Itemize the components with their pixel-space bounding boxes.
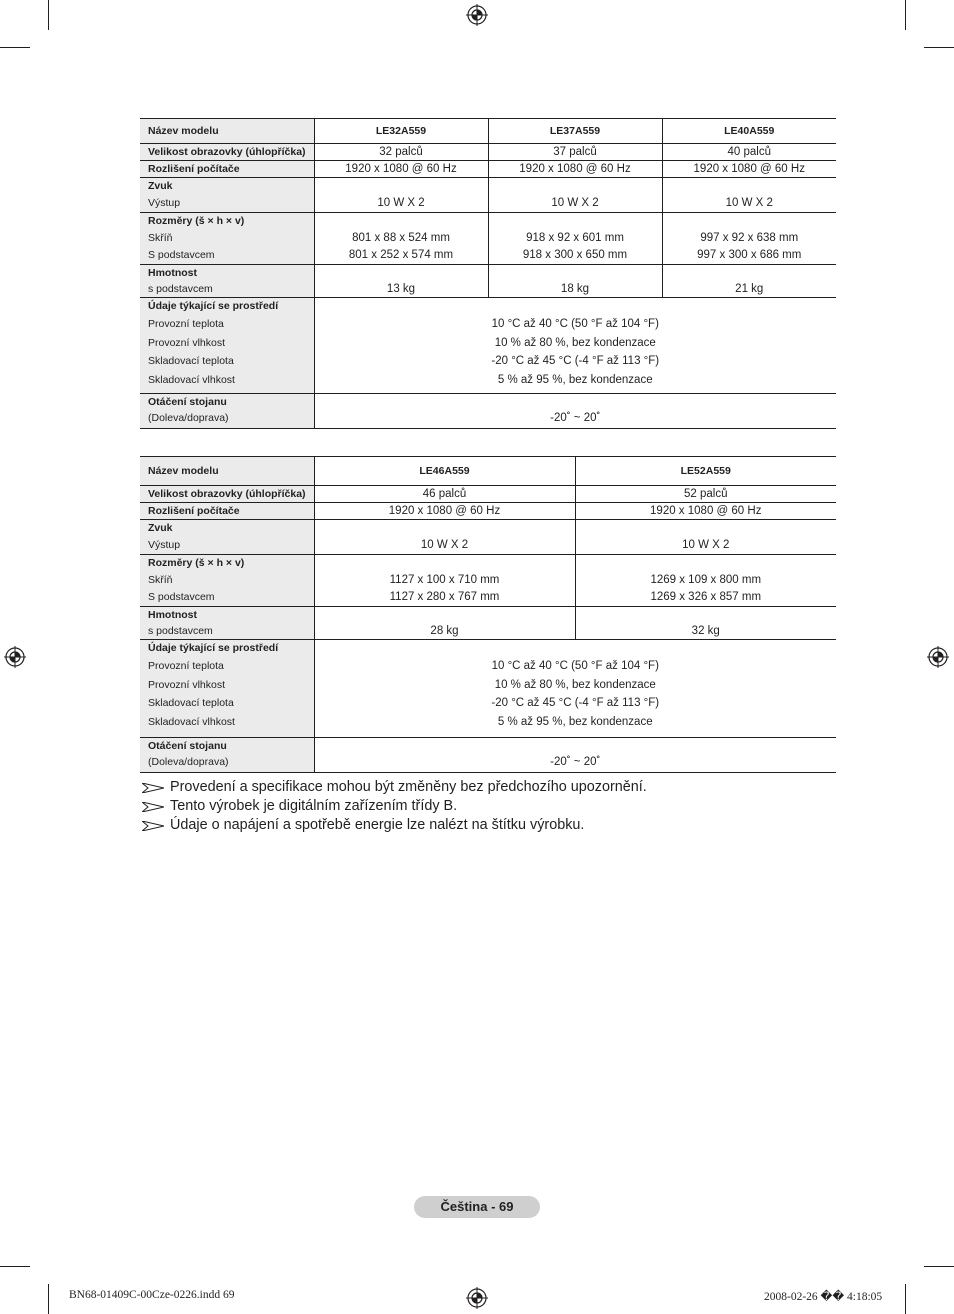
crop-mark bbox=[48, 0, 49, 30]
op-temp-label: Provozní teplota bbox=[148, 660, 224, 672]
crop-mark bbox=[905, 1284, 906, 1314]
notes-list bbox=[142, 778, 647, 835]
op-humidity-label: Provozní vlhkost bbox=[148, 679, 226, 691]
model-name: LE32A559 bbox=[314, 119, 488, 144]
table-row bbox=[140, 555, 836, 607]
list-item bbox=[142, 797, 647, 816]
screen-size-value: 37 palců bbox=[553, 146, 597, 158]
weight-value: 18 kg bbox=[560, 283, 590, 295]
output-label: Výstup bbox=[148, 197, 181, 209]
with-stand-value: 1127 x 280 x 767 mm bbox=[389, 591, 500, 603]
table-row bbox=[140, 178, 836, 213]
crop-mark bbox=[48, 1284, 49, 1314]
cabinet-value: 1127 x 100 x 710 mm bbox=[389, 574, 500, 586]
weight-value: 32 kg bbox=[691, 625, 720, 637]
storage-humidity-value: 5 % až 95 %, bez kondenzace bbox=[497, 716, 653, 728]
table-row bbox=[140, 486, 836, 503]
weight-value: 21 kg bbox=[735, 283, 764, 295]
screen-size-value: 52 palců bbox=[684, 488, 728, 500]
note-arrow-icon bbox=[142, 802, 164, 812]
note-arrow-icon bbox=[142, 783, 164, 793]
model-label: Název modelu bbox=[140, 457, 314, 486]
table-row bbox=[140, 640, 836, 738]
table-row bbox=[140, 213, 836, 265]
table-row bbox=[140, 119, 836, 144]
output-value: 10 W X 2 bbox=[377, 197, 425, 209]
table-row bbox=[140, 394, 836, 429]
op-temp-value: 10 °C až 40 °C (50 °F až 104 °F) bbox=[491, 660, 659, 672]
cabinet-value: 801 x 88 x 524 mm bbox=[352, 232, 450, 244]
list-item bbox=[142, 816, 647, 835]
storage-temp-value: -20 °C až 45 °C (-4 °F až 113 °F) bbox=[491, 697, 660, 709]
output-value: 10 W X 2 bbox=[725, 197, 773, 209]
screen-size-label: Velikost obrazovky (úhlopříčka) bbox=[148, 146, 306, 158]
storage-humidity-label: Skladovací vlhkost bbox=[148, 374, 235, 386]
storage-temp-label: Skladovací teplota bbox=[148, 355, 234, 367]
with-stand-value: 801 x 252 x 574 mm bbox=[348, 249, 454, 261]
table-row bbox=[140, 520, 836, 555]
model-name: LE52A559 bbox=[575, 457, 836, 486]
model-name: LE37A559 bbox=[488, 119, 662, 144]
spec-table-2 bbox=[140, 456, 836, 773]
weight-value: 13 kg bbox=[386, 283, 416, 295]
page-number-badge: Čeština - 69 bbox=[414, 1196, 540, 1218]
swivel-label: Otáčení stojanu bbox=[148, 740, 227, 752]
swivel-label: Otáčení stojanu bbox=[148, 396, 227, 408]
resolution-value: 1920 x 1080 @ 60 Hz bbox=[650, 505, 762, 517]
registration-mark-icon bbox=[466, 4, 488, 26]
crop-mark bbox=[0, 47, 30, 48]
op-temp-value: 10 °C až 40 °C (50 °F až 104 °F) bbox=[491, 318, 659, 330]
storage-temp-label: Skladovací teplota bbox=[148, 697, 234, 709]
table-row bbox=[140, 607, 836, 640]
output-value: 10 W X 2 bbox=[551, 197, 599, 209]
sound-label: Zvuk bbox=[148, 522, 173, 534]
op-humidity-value: 10 % až 80 %, bez kondenzace bbox=[494, 337, 656, 349]
table-row bbox=[140, 161, 836, 178]
spec-table-1 bbox=[140, 118, 836, 429]
with-stand-label: S podstavcem bbox=[148, 249, 215, 261]
storage-humidity-label: Skladovací vlhkost bbox=[148, 716, 235, 728]
output-value: 10 W X 2 bbox=[682, 539, 730, 551]
cabinet-label: Skříň bbox=[148, 574, 173, 586]
screen-size-value: 46 palců bbox=[422, 488, 467, 500]
dimensions-label: Rozměry (š × h × v) bbox=[148, 215, 245, 227]
screen-size-value: 40 palců bbox=[727, 146, 771, 158]
resolution-label: Rozlišení počítače bbox=[148, 505, 240, 517]
with-stand-label: S podstavcem bbox=[148, 591, 215, 603]
model-label: Název modelu bbox=[140, 119, 314, 144]
output-value: 10 W X 2 bbox=[420, 539, 469, 551]
cabinet-value: 918 x 92 x 601 mm bbox=[526, 232, 624, 244]
resolution-value: 1920 x 1080 @ 60 Hz bbox=[345, 163, 457, 175]
registration-mark-icon bbox=[466, 1287, 488, 1309]
registration-mark-icon bbox=[4, 646, 26, 668]
op-humidity-value: 10 % až 80 %, bez kondenzace bbox=[494, 679, 656, 691]
footer-timestamp: 2008-02-26 �� 4:18:05 bbox=[764, 1291, 883, 1303]
swivel-value: -20˚ ~ 20˚ bbox=[550, 412, 601, 424]
swivel-direction-label: (Doleva/doprava) bbox=[148, 756, 229, 768]
weight-stand-label: s podstavcem bbox=[148, 283, 213, 295]
resolution-value: 1920 x 1080 @ 60 Hz bbox=[693, 163, 805, 175]
with-stand-value: 997 x 300 x 686 mm bbox=[697, 249, 802, 261]
note-text: Údaje o napájení a spotřebě energie lze nalézt na štítku výrobku. bbox=[170, 817, 585, 833]
resolution-value: 1920 x 1080 @ 60 Hz bbox=[388, 505, 501, 517]
note-text: Provedení a specifikace mohou být změněny bez předchozího upozornění. bbox=[170, 779, 647, 795]
weight-label: Hmotnost bbox=[148, 267, 197, 279]
sound-label: Zvuk bbox=[148, 180, 173, 192]
storage-humidity-value: 5 % až 95 %, bez kondenzace bbox=[497, 374, 653, 386]
table-row bbox=[140, 265, 836, 298]
table-row bbox=[140, 738, 836, 773]
cabinet-label: Skříň bbox=[148, 232, 173, 244]
model-name: LE40A559 bbox=[662, 119, 836, 144]
resolution-value: 1920 x 1080 @ 60 Hz bbox=[519, 163, 631, 175]
op-humidity-label: Provozní vlhkost bbox=[148, 337, 226, 349]
note-text: Tento výrobek je digitálním zařízením třídy B. bbox=[170, 798, 458, 814]
weight-label: Hmotnost bbox=[148, 609, 197, 621]
table-row bbox=[140, 298, 836, 394]
table-row bbox=[140, 503, 836, 520]
output-label: Výstup bbox=[148, 539, 181, 551]
swivel-direction-label: (Doleva/doprava) bbox=[148, 412, 229, 424]
storage-temp-value: -20 °C až 45 °C (-4 °F až 113 °F) bbox=[491, 355, 660, 367]
screen-size-label: Velikost obrazovky (úhlopříčka) bbox=[148, 488, 306, 500]
table-row bbox=[140, 144, 836, 161]
note-arrow-icon bbox=[142, 821, 164, 831]
swivel-value: -20˚ ~ 20˚ bbox=[550, 756, 601, 768]
cabinet-value: 997 x 92 x 638 mm bbox=[700, 232, 799, 244]
environment-label: Údaje týkající se prostředí bbox=[148, 300, 279, 312]
screen-size-value: 32 palců bbox=[379, 146, 423, 158]
weight-stand-label: s podstavcem bbox=[148, 625, 213, 637]
registration-mark-icon bbox=[927, 646, 949, 668]
resolution-label: Rozlišení počítače bbox=[148, 163, 240, 175]
environment-label: Údaje týkající se prostředí bbox=[148, 642, 279, 654]
weight-value: 28 kg bbox=[430, 625, 459, 637]
crop-mark bbox=[924, 1266, 954, 1267]
crop-mark bbox=[924, 47, 954, 48]
with-stand-value: 1269 x 326 x 857 mm bbox=[650, 591, 762, 603]
table-row bbox=[140, 457, 836, 486]
model-name: LE46A559 bbox=[314, 457, 575, 486]
op-temp-label: Provozní teplota bbox=[148, 318, 224, 330]
crop-mark bbox=[0, 1266, 30, 1267]
list-item bbox=[142, 778, 647, 797]
dimensions-label: Rozměry (š × h × v) bbox=[148, 557, 245, 569]
cabinet-value: 1269 x 109 x 800 mm bbox=[650, 574, 762, 586]
footer-file-info: BN68-01409C-00Cze-0226.indd 69 bbox=[69, 1289, 235, 1301]
crop-mark bbox=[905, 0, 906, 30]
with-stand-value: 918 x 300 x 650 mm bbox=[522, 249, 628, 261]
